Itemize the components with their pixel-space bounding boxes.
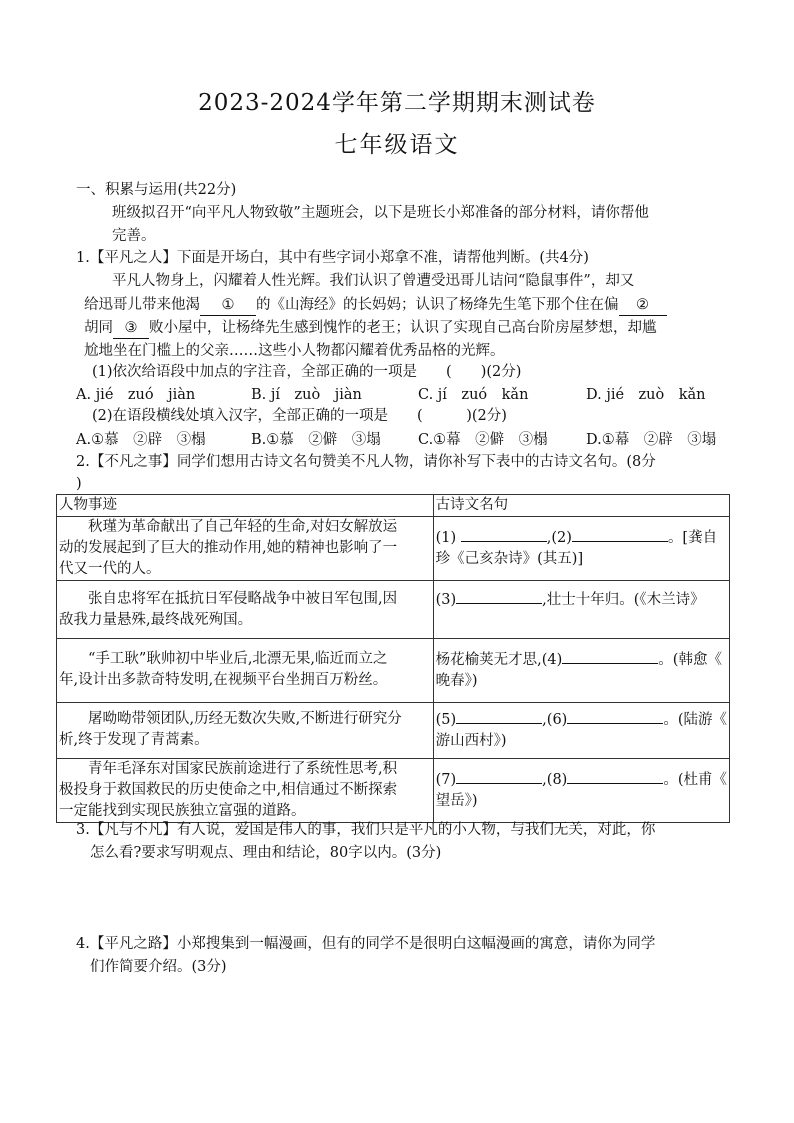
answer-blank-2[interactable]: [572, 527, 668, 542]
passage-text: 胡同: [84, 320, 113, 336]
q3-answer-area[interactable]: [90, 868, 730, 924]
poem-text: ,壮士十年归。(《木兰诗》: [542, 592, 705, 608]
q2-heading-tail: ): [76, 476, 82, 492]
deed-line: 张自忠将军在抵抗日军侵略战争中被日军包围,因: [59, 591, 398, 607]
table-header-row: [57, 495, 730, 517]
answer-blank-1[interactable]: [461, 527, 547, 542]
passage-text: 的《山海经》的长妈妈；认识了杨绛先生笔下那个住在偏: [256, 297, 619, 313]
option-B: B. jí zuò jiàn: [251, 387, 362, 403]
poem-line: 望岳》): [435, 793, 478, 809]
intro-line-1: 班级拟召开“向平凡人物致敬”主题班会，以下是班长小郑准备的部分材料，请你帮他: [112, 205, 649, 221]
option-A: A. jié zuó jiàn: [76, 387, 196, 403]
poem-text: ,(6): [542, 712, 568, 728]
poem-text: 。[龚自: [667, 530, 718, 546]
answer-blank-3[interactable]: [456, 589, 542, 604]
q2-heading: 2.【不凡之事】同学们想用古诗文名句赞美不凡人物，请你补写下表中的古诗文名句。(8分: [76, 454, 656, 470]
table-row: [57, 639, 730, 703]
option-D: D.①幕 ②辟 ③塌: [586, 432, 717, 448]
q1-heading: 1.【平凡之人】下面是开场白，其中有些字词小郑拿不准，请帮他判断。(共4分): [76, 250, 589, 266]
deed-line: 一定能找到实现民族独立富强的道路。: [59, 803, 306, 819]
passage-text: 败小屋中，让杨绛先生感到愧怍的老王；认识了实现自己高台阶房屋梦想，却尴: [149, 320, 657, 336]
exam-title: 2023-2024学年第二学期期末测试卷: [198, 90, 596, 116]
deed-line: 屠呦呦带领团队,历经无数次失败,不断进行研究分: [59, 711, 402, 727]
poem-text: 杨花榆荚无才思,(4): [435, 652, 563, 668]
poem-text: (7): [435, 772, 457, 788]
poem-cell: [433, 759, 729, 823]
q4-line-2: 们作简要介绍。(3分): [90, 959, 227, 975]
q1-passage-line-3: [84, 318, 657, 339]
poem-line: [436, 703, 727, 731]
poem-text: 。(韩愈《: [658, 652, 722, 668]
intro-line-2: 完善。: [112, 228, 156, 244]
poem-text: ,(8): [542, 772, 568, 788]
poem-text: (3): [435, 592, 457, 608]
poem-text: 。(杜甫《: [663, 772, 727, 788]
deed-line: 动的发展起到了巨大的推动作用,她的精神也影响了一: [59, 540, 398, 556]
poem-cell: [433, 581, 729, 639]
exam-subtitle: 七年级语文: [334, 132, 460, 158]
poem-line: [436, 639, 727, 671]
answer-blank-8[interactable]: [567, 769, 663, 784]
option-C: C. jí zuó kǎn: [418, 387, 529, 403]
deed-cell: [57, 759, 434, 823]
poem-line: [436, 759, 727, 791]
answer-blank-6[interactable]: [567, 709, 663, 724]
poem-text: 。(陆游《: [663, 712, 727, 728]
blank-3: ③: [113, 318, 149, 339]
table-row: [57, 703, 730, 759]
table-row: [57, 759, 730, 823]
q1-passage-line-2: [84, 295, 667, 316]
deed-cell: [57, 581, 434, 639]
poem-line: [436, 581, 727, 611]
column-header-poems: 古诗文名句: [433, 495, 729, 517]
deed-line: 青年毛泽东对国家民族前途进行了系统性思考,积: [59, 761, 398, 777]
table-row: [57, 517, 730, 581]
table-row: [57, 581, 730, 639]
deed-line: “手工耿”耿帅初中毕业后,北漂无果,临近而立之: [59, 651, 388, 667]
poem-cell: [433, 639, 729, 703]
q4-line-1: 4.【平凡之路】小郑搜集到一幅漫画，但有的同学不是很明白这幅漫画的寓意，请你为同学: [76, 936, 656, 952]
blank-1: ①: [200, 295, 256, 316]
option-C: C.①幕 ②僻 ③榻: [418, 432, 548, 448]
deed-line: 代又一代的人。: [59, 561, 161, 577]
poem-line: 珍《己亥杂诗》(其五)]: [435, 551, 584, 567]
deed-line: 析,终于发现了青蒿素。: [59, 732, 209, 748]
column-header-deeds: 人物事迹: [57, 495, 434, 517]
poem-text: (5): [435, 712, 457, 728]
deed-cell: [57, 517, 434, 581]
deed-cell: [57, 703, 434, 759]
q1-sub1: (1)依次给语段中加点的字注音，全部正确的一项是 ( )(2分): [92, 364, 522, 380]
blank-2: ②: [619, 295, 667, 316]
deed-cell: [57, 639, 434, 703]
q1-passage-line-4: 尬地坐在门槛上的父亲……这些小人物都闪耀着优秀品格的光辉。: [84, 343, 505, 359]
poem-table: [56, 494, 730, 823]
poem-cell: [433, 703, 729, 759]
q3-line-2: 怎么看?要求写明观点、理由和结论，80字以内。(3分): [90, 845, 442, 861]
poem-line: 游山西村》): [435, 733, 507, 749]
poem-line: 晚春》): [435, 673, 478, 689]
section-heading: 一、积累与运用(共22分): [76, 182, 237, 198]
option-B: B.①慕 ②僻 ③塌: [251, 432, 381, 448]
poem-text: ,(2): [546, 530, 572, 546]
poem-text: (1): [435, 530, 461, 546]
deed-line: 敌我力量悬殊,最终战死殉国。: [59, 612, 253, 628]
answer-blank-7[interactable]: [456, 769, 542, 784]
q3-line-1: 3.【凡与不凡】有人说，爱国是伟人的事，我们只是平凡的小人物，与我们无关，对此，你: [76, 822, 656, 838]
q1-sub2: (2)在语段横线处填入汉字，全部正确的一项是 ( )(2分): [92, 408, 507, 424]
answer-blank-5[interactable]: [456, 709, 542, 724]
deed-line: 极投身于救国救民的历史使命之中,相信通过不断探索: [59, 782, 398, 798]
answer-blank-4[interactable]: [562, 649, 658, 664]
q1-passage-line-1: 平凡人物身上，闪耀着人性光辉。我们认识了曾遭受迅哥儿诘问“隐鼠事件”，却又: [112, 273, 635, 289]
option-D: D. jié zuò kǎn: [586, 387, 706, 403]
passage-text: 给迅哥儿带来他渴: [84, 297, 200, 313]
poem-line: [436, 517, 727, 549]
option-A: A.①慕 ②辟 ③榻: [76, 432, 206, 448]
poem-cell: [433, 517, 729, 581]
deed-line: 年,设计出多款奇特发明,在视频平台坐拥百万粉丝。: [59, 672, 388, 688]
deed-line: 秋瑾为革命献出了自己年轻的生命,对妇女解放运: [59, 519, 398, 535]
